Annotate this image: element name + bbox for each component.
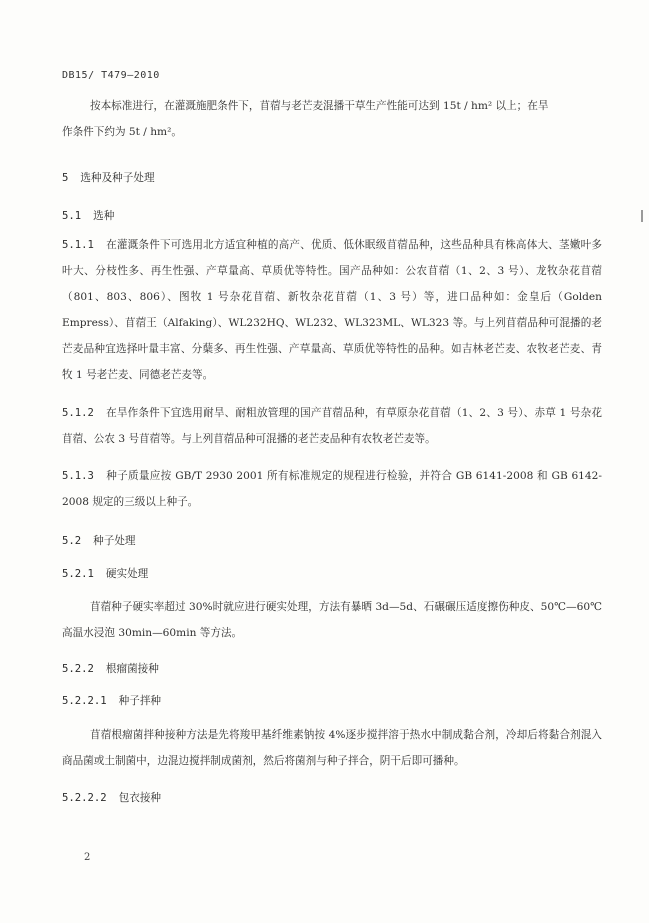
- section-number: 5.2.2: [62, 663, 94, 675]
- section-title: 硬实处理: [105, 568, 149, 580]
- page-number: 2: [84, 852, 91, 863]
- section-number: 5.2.1: [62, 568, 94, 580]
- clause-5-2-2-1-text: 苜蓿根瘤菌拌种接种方法是先将羧甲基纤维素钠按 4%逐步搅拌溶于热水中制成黏合剂，冷却后将黏合剂混入商品菌或土制菌中，边混边搅拌制成菌剂，然后将菌剂与种子拌合，阴干后即可播种。: [62, 729, 602, 767]
- section-5-2-1-heading: [62, 566, 148, 581]
- section-title: 根瘤菌接种: [105, 663, 159, 675]
- clause-5-1-2: [62, 400, 602, 452]
- section-title: 包衣接种: [118, 792, 162, 804]
- clause-5-1-3: [62, 463, 602, 515]
- section-5-2-2-1-heading: [62, 693, 161, 708]
- clause-5-2-1-text: 苜蓿种子硬实率超过 30%时就应进行硬实处理，方法有暴晒 3d—5d、石碾碾压适度擦伤种皮、50℃—60℃高温水浸泡 30min—60min 等方法。: [62, 601, 602, 639]
- section-title: 种子处理: [93, 535, 136, 547]
- clause-number: 5.1.1: [62, 239, 94, 251]
- section-5-2-2-2-heading: [62, 790, 161, 805]
- intro-line-2: 作条件下约为 5t / hm²。: [62, 126, 182, 138]
- clause-number: 5.1.3: [62, 470, 94, 482]
- section-title: 选种及种子处理: [80, 172, 155, 184]
- clause-text: 在灌溉条件下可选用北方适宜种植的高产、优质、低休眠级苜蓿品种，这些品种具有株高体大、茎嫩叶多叶大、分枝性多、再生性强、产草量高、草质优等特性。国产品种如：公农苜蓿（1、2、3 号）、龙牧杂花苜蓿（801、803、806）、图牧 1 号杂花苜蓿、新牧杂花苜蓿（1、3 号）等，进口品种如：金皇后（Golden Empress）、苜蓿王（Alfaking）、WL232HQ、WL232、WL323ML、WL323 等。与上列苜蓿品种可混播的老芒麦品种宜选择叶量丰富、分蘖多、再生性强、产草量高、草质优等特性的品种。如吉林老芒麦、农牧老芒麦、青牧 1 号老芒麦、同德老芒麦等。: [62, 239, 602, 381]
- section-title: 种子拌种: [118, 695, 162, 707]
- section-number: 5: [62, 172, 69, 184]
- intro-paragraph: [62, 93, 602, 145]
- section-5-2-2-heading: [62, 661, 159, 676]
- clause-5-1-1: [62, 232, 602, 388]
- section-5-heading: [62, 170, 155, 185]
- section-number: 5.2: [62, 535, 82, 547]
- section-5-2-heading: [62, 533, 136, 548]
- section-number: 5.2.2.2: [62, 792, 107, 804]
- clause-text: 种子质量应按 GB/T 2930 2001 所有标准规定的规程进行检验，并符合 GB 6141-2008 和 GB 6142-2008 规定的三级以上种子。: [62, 470, 602, 508]
- clause-number: 5.1.2: [62, 407, 94, 419]
- section-title: 选种: [93, 210, 115, 222]
- section-number: 5.2.2.1: [62, 695, 107, 707]
- scan-artifact: [641, 210, 643, 222]
- section-5-1-heading: [62, 208, 114, 223]
- standard-code: DB15/ T479—2010: [62, 70, 160, 81]
- clause-text: 在旱作条件下宜选用耐旱、耐粗放管理的国产苜蓿品种，有草原杂花苜蓿（1、2、3 号）、赤草 1 号杂花苜蓿、公农 3 号苜蓿等。与上列苜蓿品种可混播的老芒麦品种有农牧老芒麦等。: [62, 407, 602, 445]
- section-number: 5.1: [62, 210, 82, 222]
- intro-line-1: 按本标准进行，在灌溉施肥条件下，苜蓿与老芒麦混播干草生产性能可达到 15t / hm² 以上；在旱: [90, 100, 549, 112]
